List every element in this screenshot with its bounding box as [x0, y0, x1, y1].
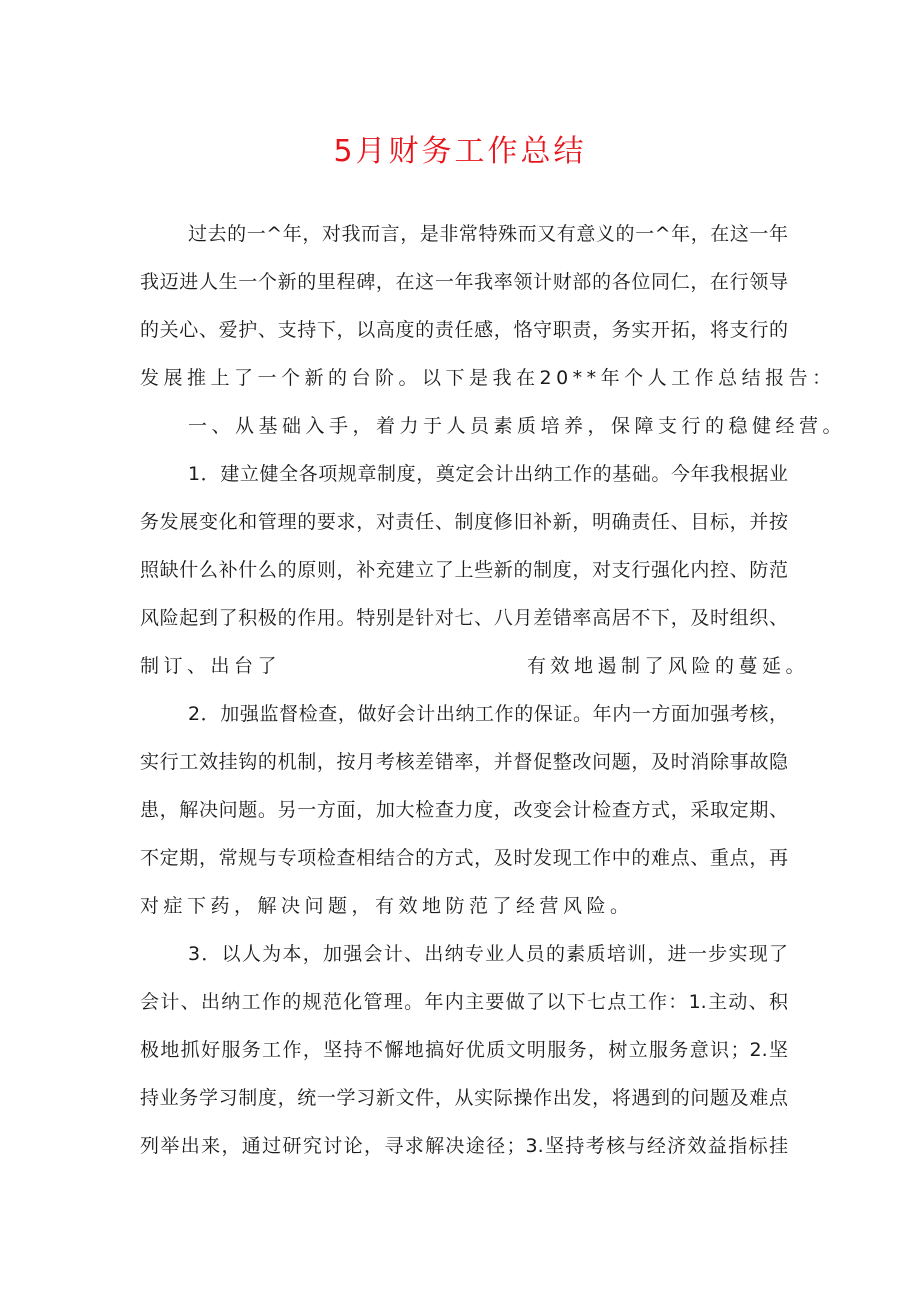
item1-line: 1．建立健全各项规章制度，奠定会计出纳工作的基础。今年我根据业: [188, 463, 788, 485]
item1-line: 风险起到了积极的作用。特别是针对七、八月差错率高居不下，及时组织、: [140, 607, 788, 629]
intro-line: 的关心、爱护、支持下，以高度的责任感，恪守职责，务实开拓，将支行的: [140, 319, 788, 341]
item2-line: 实行工效挂钩的机制，按月考核差错率，并督促整改问题，及时消除事故隐: [140, 751, 788, 773]
item1-last-line: [140, 651, 810, 681]
item1-last-part-b: 有效地遏制了风险的蔓延。: [527, 655, 810, 677]
item2-line: 患，解决问题。另一方面，加大检查力度，改变会计检查方式，采取定期、: [140, 799, 788, 821]
item2-line: 不定期，常规与专项检查相结合的方式，及时发现工作中的难点、重点，再: [140, 847, 788, 869]
item2-line: 对症下药，解决问题，有效地防范了经营风险。: [140, 895, 634, 917]
section-heading: 一、从基础入手，着力于人员素质培养，保障支行的稳健经营。: [188, 415, 847, 437]
item1-last-part-a: 制订、出台了: [140, 655, 282, 677]
item3-line: 持业务学习制度，统一学习新文件，从实际操作出发，将遇到的问题及难点: [140, 1087, 788, 1109]
intro-line: 发展推上了一个新的台阶。以下是我在20**年个人工作总结报告：: [140, 367, 836, 389]
item2-line: 2．加强监督检查，做好会计出纳工作的保证。年内一方面加强考核，: [188, 703, 788, 725]
intro-line: 过去的一^年，对我而言，是非常特殊而又有意义的一^年，在这一年: [188, 223, 788, 245]
intro-line: 我迈进人生一个新的里程碑，在这一年我率领计财部的各位同仁，在行领导: [140, 271, 788, 293]
document-title: 5月财务工作总结: [333, 134, 587, 169]
item1-line: 照缺什么补什么的原则，补充建立了上些新的制度，对支行强化内控、防范: [140, 559, 788, 581]
item1-line: 务发展变化和管理的要求，对责任、制度修旧补新，明确责任、目标，并按: [140, 511, 788, 533]
item3-line: 列举出来，通过研究讨论，寻求解决途径；3.坚持考核与经济效益指标挂: [140, 1135, 788, 1157]
item3-line: 3．以人为本，加强会计、出纳专业人员的素质培训，进一步实现了: [188, 943, 788, 965]
item3-line: 会计、出纳工作的规范化管理。年内主要做了以下七点工作：1.主动、积: [140, 991, 788, 1013]
item3-line: 极地抓好服务工作，坚持不懈地搞好优质文明服务，树立服务意识；2.坚: [140, 1039, 788, 1061]
